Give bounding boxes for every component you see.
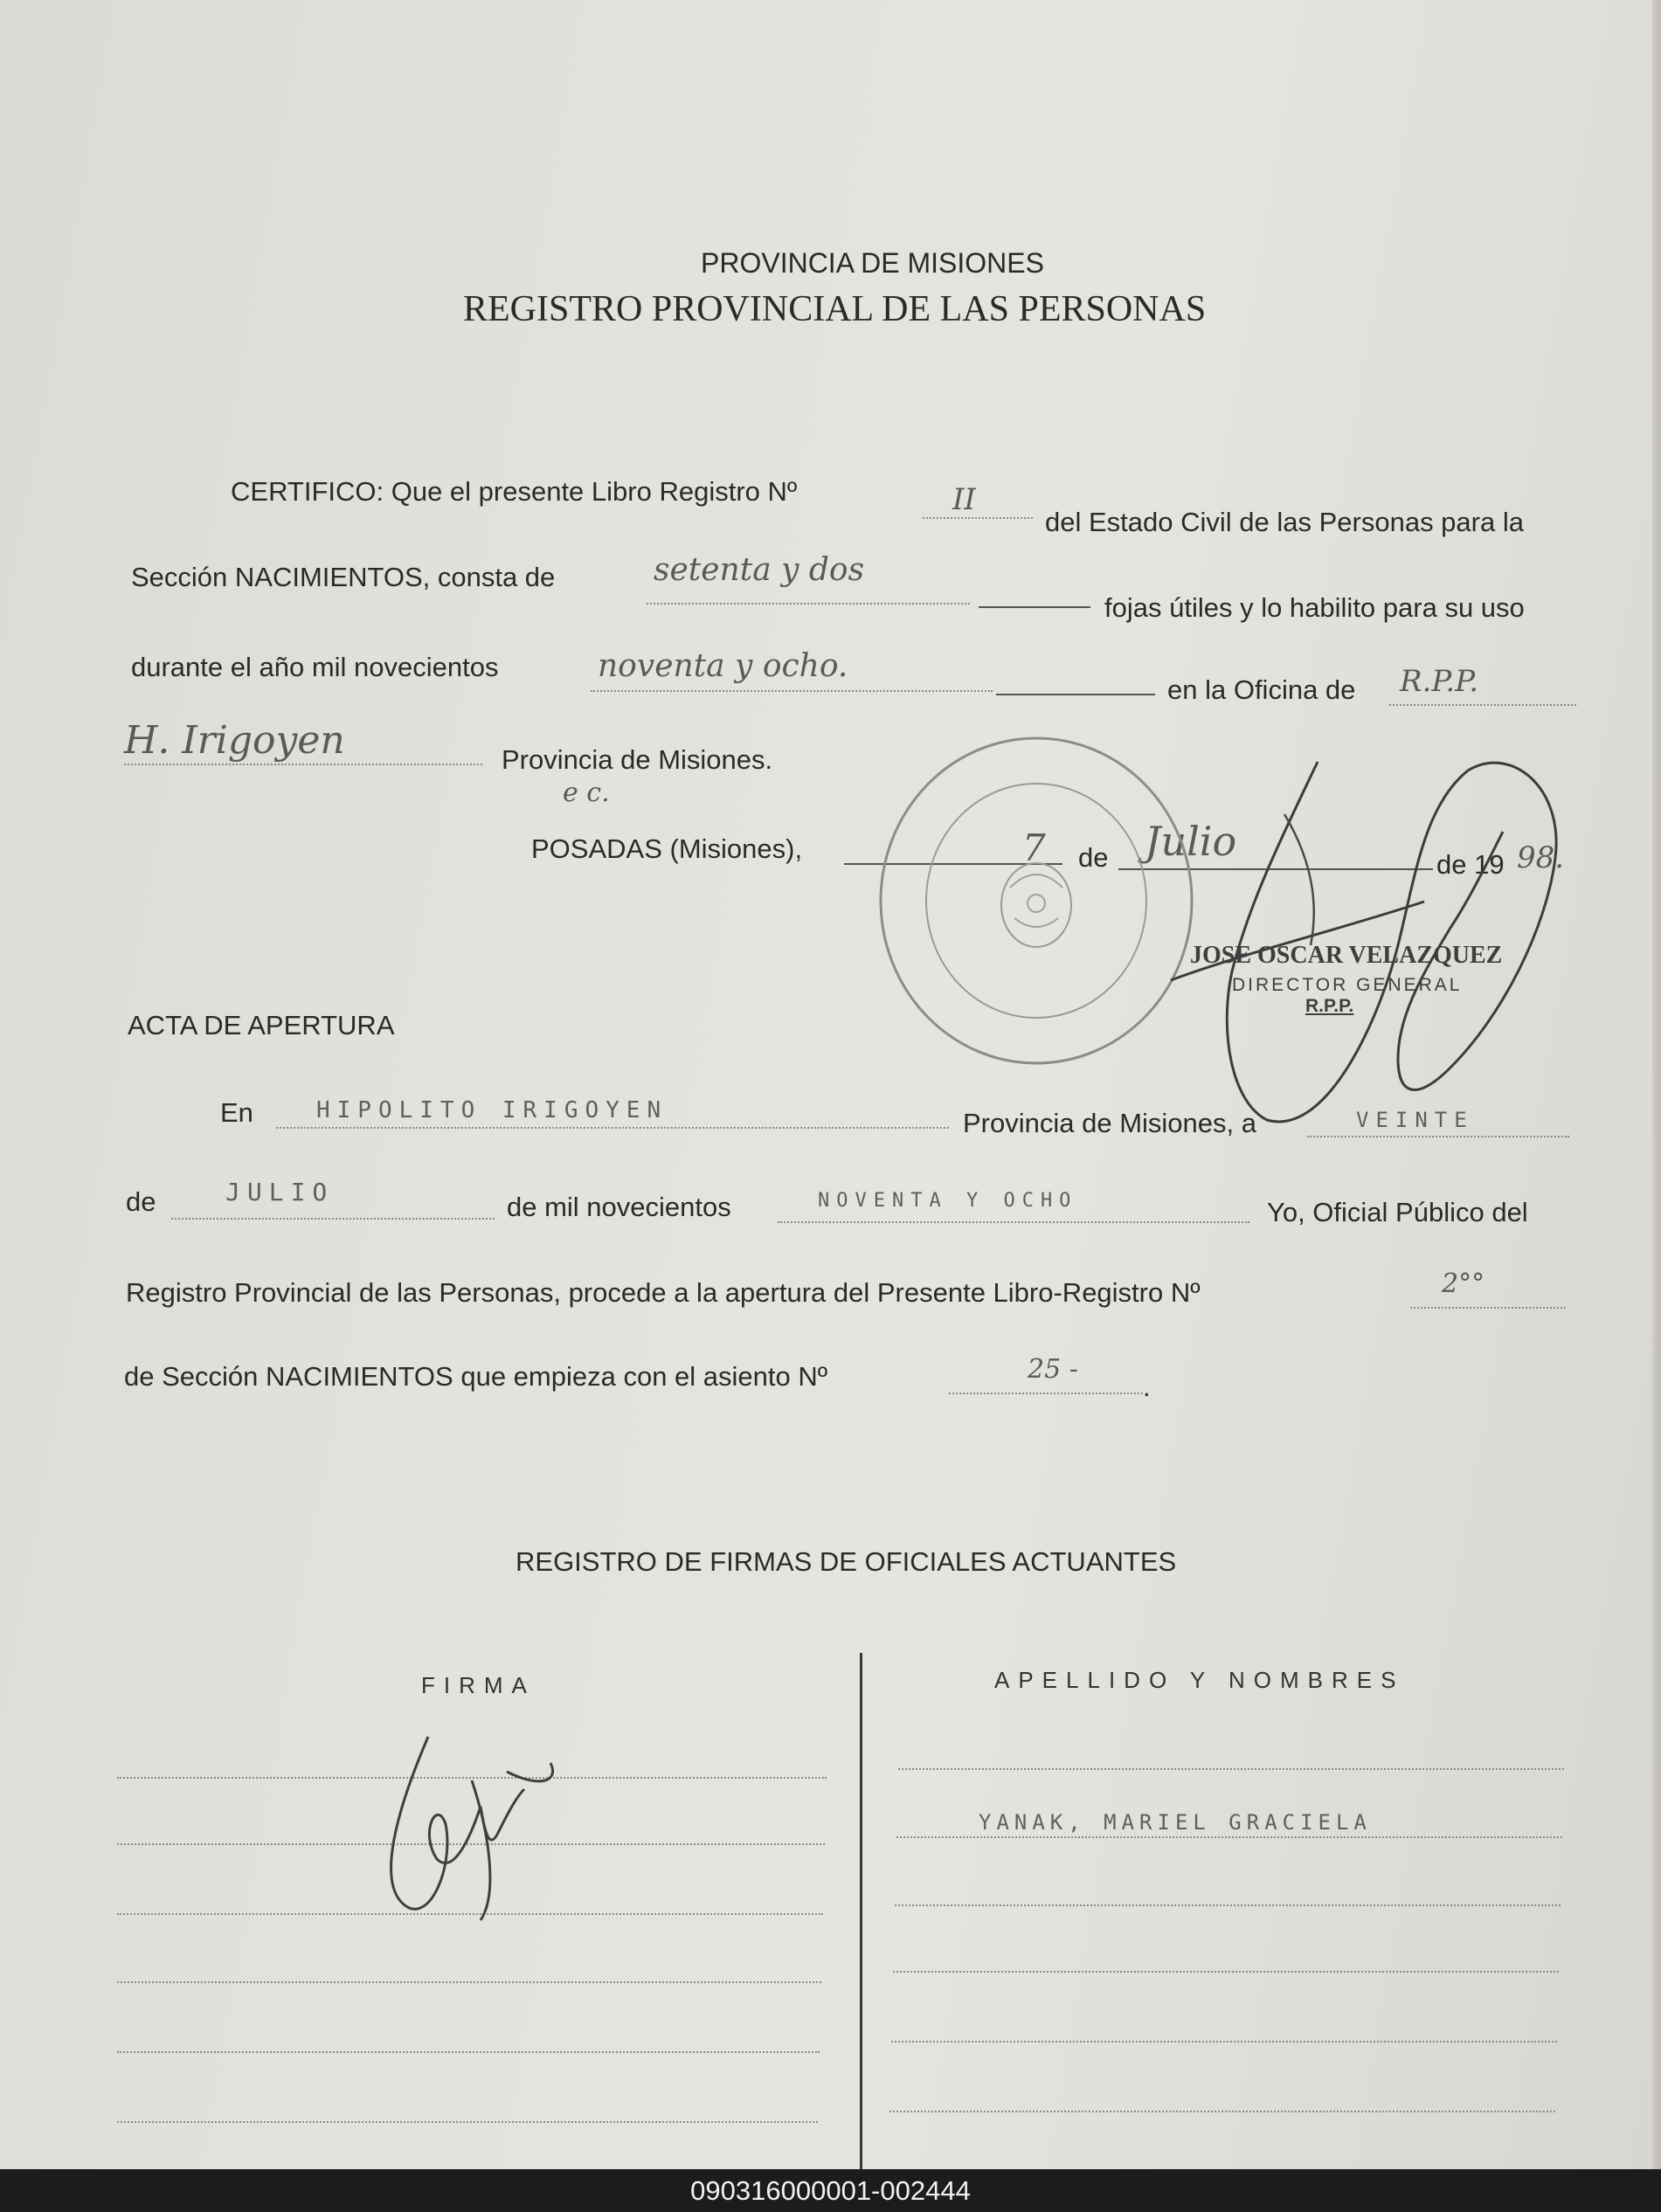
acta-month-line bbox=[171, 1218, 495, 1220]
folios-dash bbox=[979, 606, 1090, 608]
book-number-hand: II bbox=[952, 482, 976, 517]
office-hand: R.P.P. bbox=[1400, 664, 1478, 699]
folios-hand: setenta y dos bbox=[654, 552, 865, 588]
cert-line2-end: fojas útiles y lo habilito para su uso bbox=[1104, 592, 1525, 623]
acta-year-hand: NOVENTA Y OCHO bbox=[818, 1190, 1078, 1212]
acta-month-hand: JULIO bbox=[225, 1178, 335, 1206]
acta-year-line bbox=[778, 1221, 1249, 1223]
cert-line4-text: Provincia de Misiones. bbox=[502, 744, 773, 775]
acta-day-line bbox=[1307, 1136, 1569, 1137]
date-year-prefix: de 19 bbox=[1436, 849, 1505, 880]
place-line bbox=[124, 764, 482, 765]
acta-l2-end: Yo, Oficial Público del bbox=[1267, 1197, 1528, 1227]
acta-l2-text: de mil novecientos bbox=[507, 1192, 731, 1222]
acta-l1-en: En bbox=[220, 1097, 253, 1128]
year-line bbox=[591, 690, 993, 692]
day-hand: 7 bbox=[1022, 826, 1046, 869]
cert-line1-text: CERTIFICO: Que el presente Libro Registro Nº bbox=[231, 476, 798, 507]
seal-emblem bbox=[1001, 863, 1071, 947]
name-line-6 bbox=[889, 2111, 1555, 2112]
cert-line1-end: del Estado Civil de las Personas para la bbox=[1045, 507, 1524, 537]
date-place: POSADAS (Misiones), bbox=[531, 833, 803, 864]
name-line-4 bbox=[893, 1971, 1559, 1973]
cert-line3-end: en la Oficina de bbox=[1167, 674, 1356, 705]
cert-line2-text: Sección NACIMIENTOS, consta de bbox=[131, 562, 556, 592]
name-line-1 bbox=[898, 1768, 1564, 1770]
date-de: de bbox=[1078, 842, 1109, 873]
document-id: 090316000001-002444 bbox=[690, 2175, 971, 2206]
page-edge bbox=[1652, 0, 1661, 2169]
acta-entry-line bbox=[949, 1393, 1143, 1394]
acta-title: ACTA DE APERTURA bbox=[128, 1010, 395, 1040]
director-org: R.P.P. bbox=[1305, 996, 1354, 1016]
acta-l2-de: de bbox=[126, 1186, 156, 1217]
month-hand: Julio bbox=[1145, 818, 1237, 865]
col-names-header: APELLIDO Y NOMBRES bbox=[994, 1667, 1405, 1693]
director-title: DIRECTOR GENERAL bbox=[1232, 975, 1463, 995]
book-number-line bbox=[923, 517, 1033, 519]
acta-book-line bbox=[1410, 1307, 1566, 1309]
acta-l1-text: Provincia de Misiones, a bbox=[963, 1108, 1256, 1138]
firma-line-6 bbox=[117, 2121, 818, 2123]
official-name-hand: YANAK, MARIEL GRACIELA bbox=[979, 1810, 1372, 1835]
acta-day-hand: VEINTE bbox=[1356, 1108, 1474, 1132]
acta-l4-end: . bbox=[1143, 1372, 1151, 1402]
place-hand: H. Irigoyen bbox=[124, 718, 345, 763]
name-line-2 bbox=[896, 1836, 1562, 1838]
firma-line-4 bbox=[117, 1981, 821, 1983]
column-divider bbox=[860, 1653, 862, 2169]
acta-place-line bbox=[276, 1127, 949, 1129]
signatures-title: REGISTRO DE FIRMAS DE OFICIALES ACTUANTES bbox=[516, 1546, 1177, 1577]
province-heading: PROVINCIA DE MISIONES bbox=[701, 247, 1044, 279]
acta-book-hand: 2°° bbox=[1442, 1268, 1485, 1299]
acta-l3-text: Registro Provincial de las Personas, procede a la apertura del Presente Libro-Registro Nº bbox=[126, 1277, 1201, 1308]
year-hand: noventa y ocho. bbox=[598, 648, 848, 684]
registry-heading: REGISTRO PROVINCIAL DE LAS PERSONAS bbox=[463, 289, 1207, 329]
firma-line-5 bbox=[117, 2051, 820, 2053]
name-line-5 bbox=[891, 2041, 1557, 2043]
year-suffix-hand: 98. bbox=[1517, 840, 1565, 875]
place-note-hand: e c. bbox=[563, 778, 610, 808]
year-dash bbox=[996, 694, 1155, 695]
acta-place-hand: HIPOLITO IRIGOYEN bbox=[316, 1097, 668, 1123]
acta-entry-hand: 25 - bbox=[1028, 1354, 1078, 1385]
office-line bbox=[1389, 704, 1576, 706]
official-signature bbox=[367, 1728, 568, 1929]
name-line-3 bbox=[895, 1904, 1561, 1906]
col-firma-header: FIRMA bbox=[421, 1672, 536, 1698]
cert-line3-text: durante el año mil novecientos bbox=[131, 652, 499, 682]
folios-line bbox=[647, 603, 970, 605]
director-name: JOSE OSCAR VELAZQUEZ bbox=[1190, 942, 1503, 969]
acta-l4-text: de Sección NACIMIENTOS que empieza con el asiento Nº bbox=[124, 1361, 828, 1392]
